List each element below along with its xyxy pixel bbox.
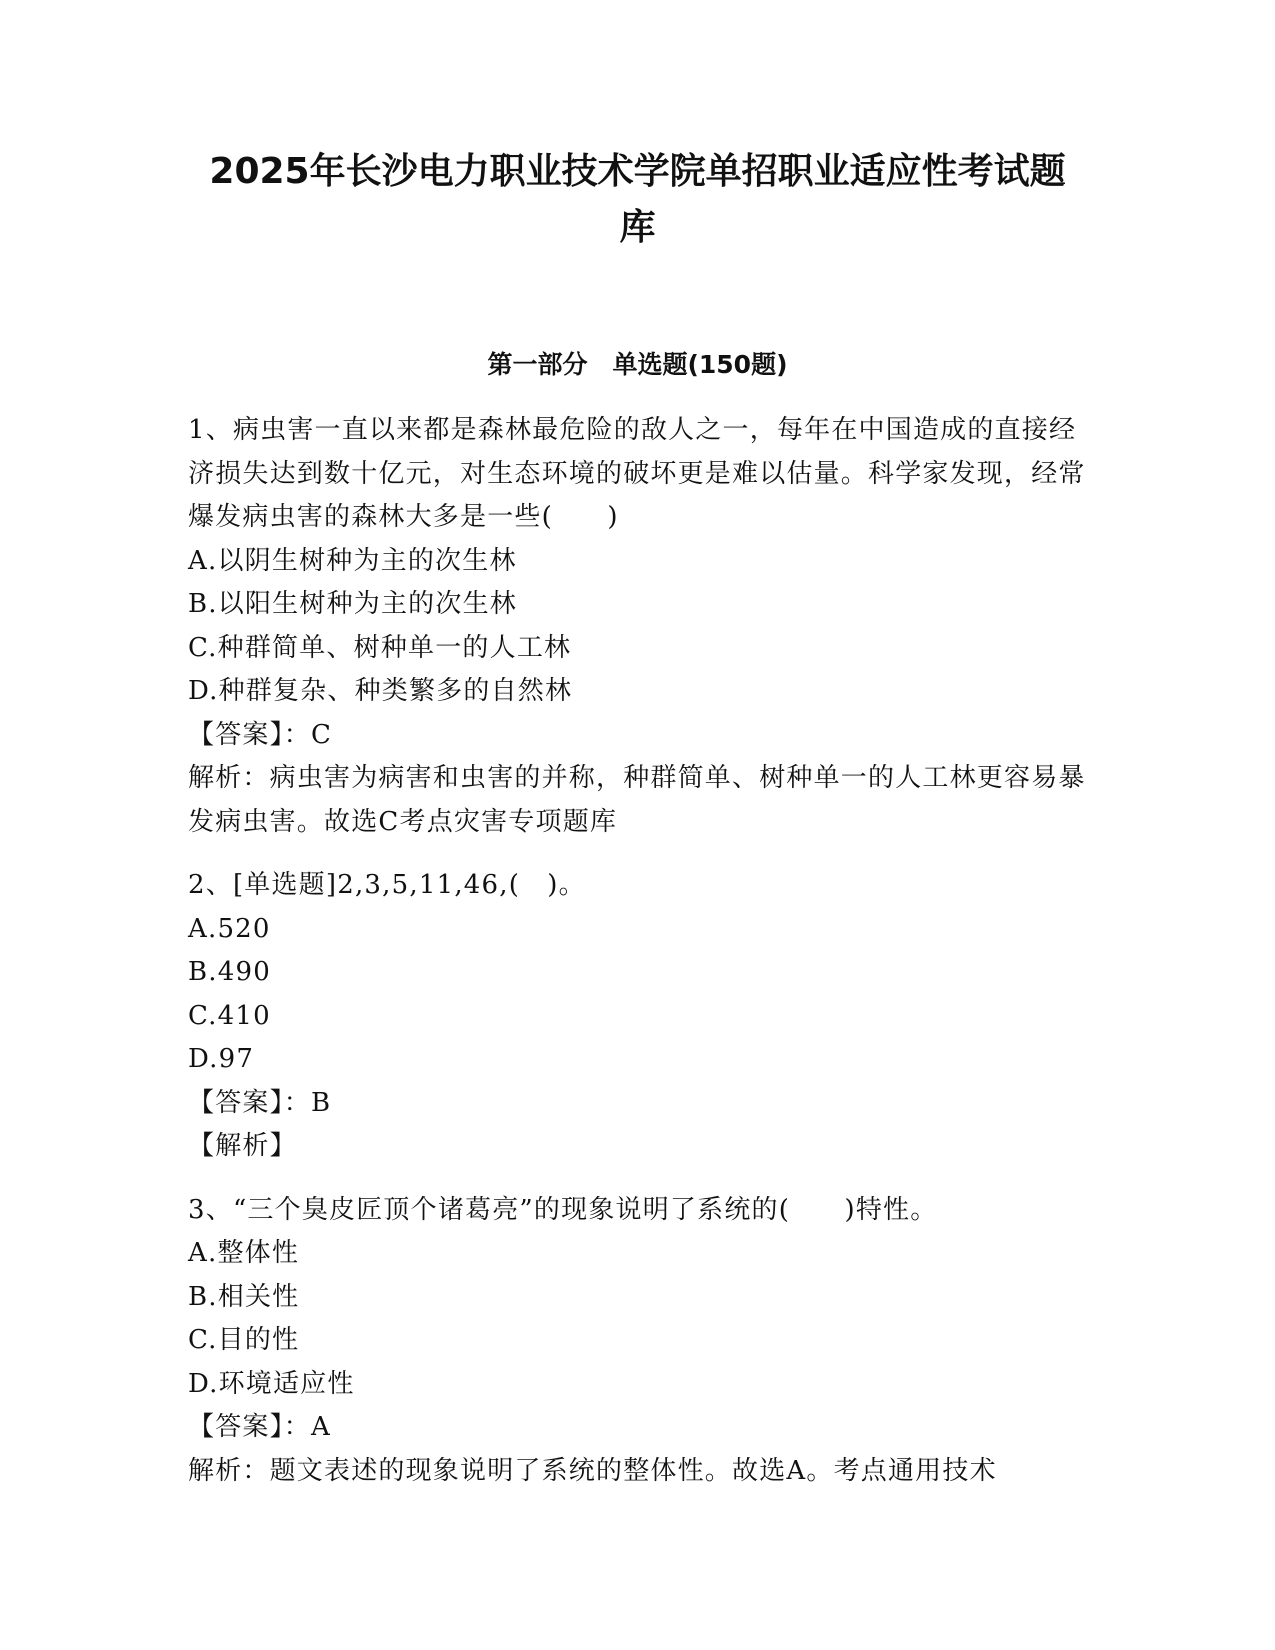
document-title-line-1: 2025年长沙电力职业技术学院单招职业适应性考试题 (209, 151, 1066, 192)
question-3 (188, 1189, 1088, 1494)
answer: 【答案】：C (188, 719, 333, 750)
analysis: 【解析】 (188, 1131, 297, 1161)
question-stem: 3、“三个臭皮匠顶个诸葛亮”的现象说明了系统的( )特性。 (188, 1194, 938, 1225)
option-a: A.520 (188, 913, 271, 944)
option-d: D.97 (188, 1044, 255, 1074)
option-c: C.种群简单、树种单一的人工林 (188, 632, 572, 663)
question-stem: 2、[单选题]2,3,5,11,46,( )。 (188, 870, 586, 900)
option-b: B.490 (188, 957, 271, 987)
analysis: 解析：病虫害为病害和虫害的并称，种群简单、树种单一的人工林更容易暴发病虫害。故选C考点灾害专项题库 (188, 763, 1086, 837)
option-c: C.410 (188, 1000, 271, 1031)
document-title (150, 144, 1125, 256)
question-stem: 1、病虫害一直以来都是森林最危险的敌人之一，每年在中国造成的直接经济损失达到数十亿元，对生态环境的破坏更是难以估量。科学家发现，经常爆发病虫害的森林大多是一些( ) (188, 415, 1086, 532)
option-d: D.环境适应性 (188, 1368, 355, 1399)
question-list (188, 409, 1088, 1513)
option-c: C.目的性 (188, 1325, 300, 1355)
answer: 【答案】：A (188, 1412, 331, 1442)
answer: 【答案】：B (188, 1087, 332, 1118)
option-a: A.以阴生树种为主的次生林 (188, 545, 517, 576)
question-1 (188, 409, 1088, 844)
analysis: 解析：题文表述的现象说明了系统的整体性。故选A。考点通用技术 (188, 1455, 997, 1486)
document-title-line-2: 库 (619, 207, 656, 248)
option-b: B.相关性 (188, 1281, 300, 1312)
option-a: A.整体性 (188, 1238, 300, 1268)
question-2 (188, 864, 1088, 1169)
option-b: B.以阳生树种为主的次生林 (188, 589, 517, 619)
section-title: 第一部分 单选题(150题) (487, 350, 788, 379)
option-d: D.种群复杂、种类繁多的自然林 (188, 676, 573, 706)
